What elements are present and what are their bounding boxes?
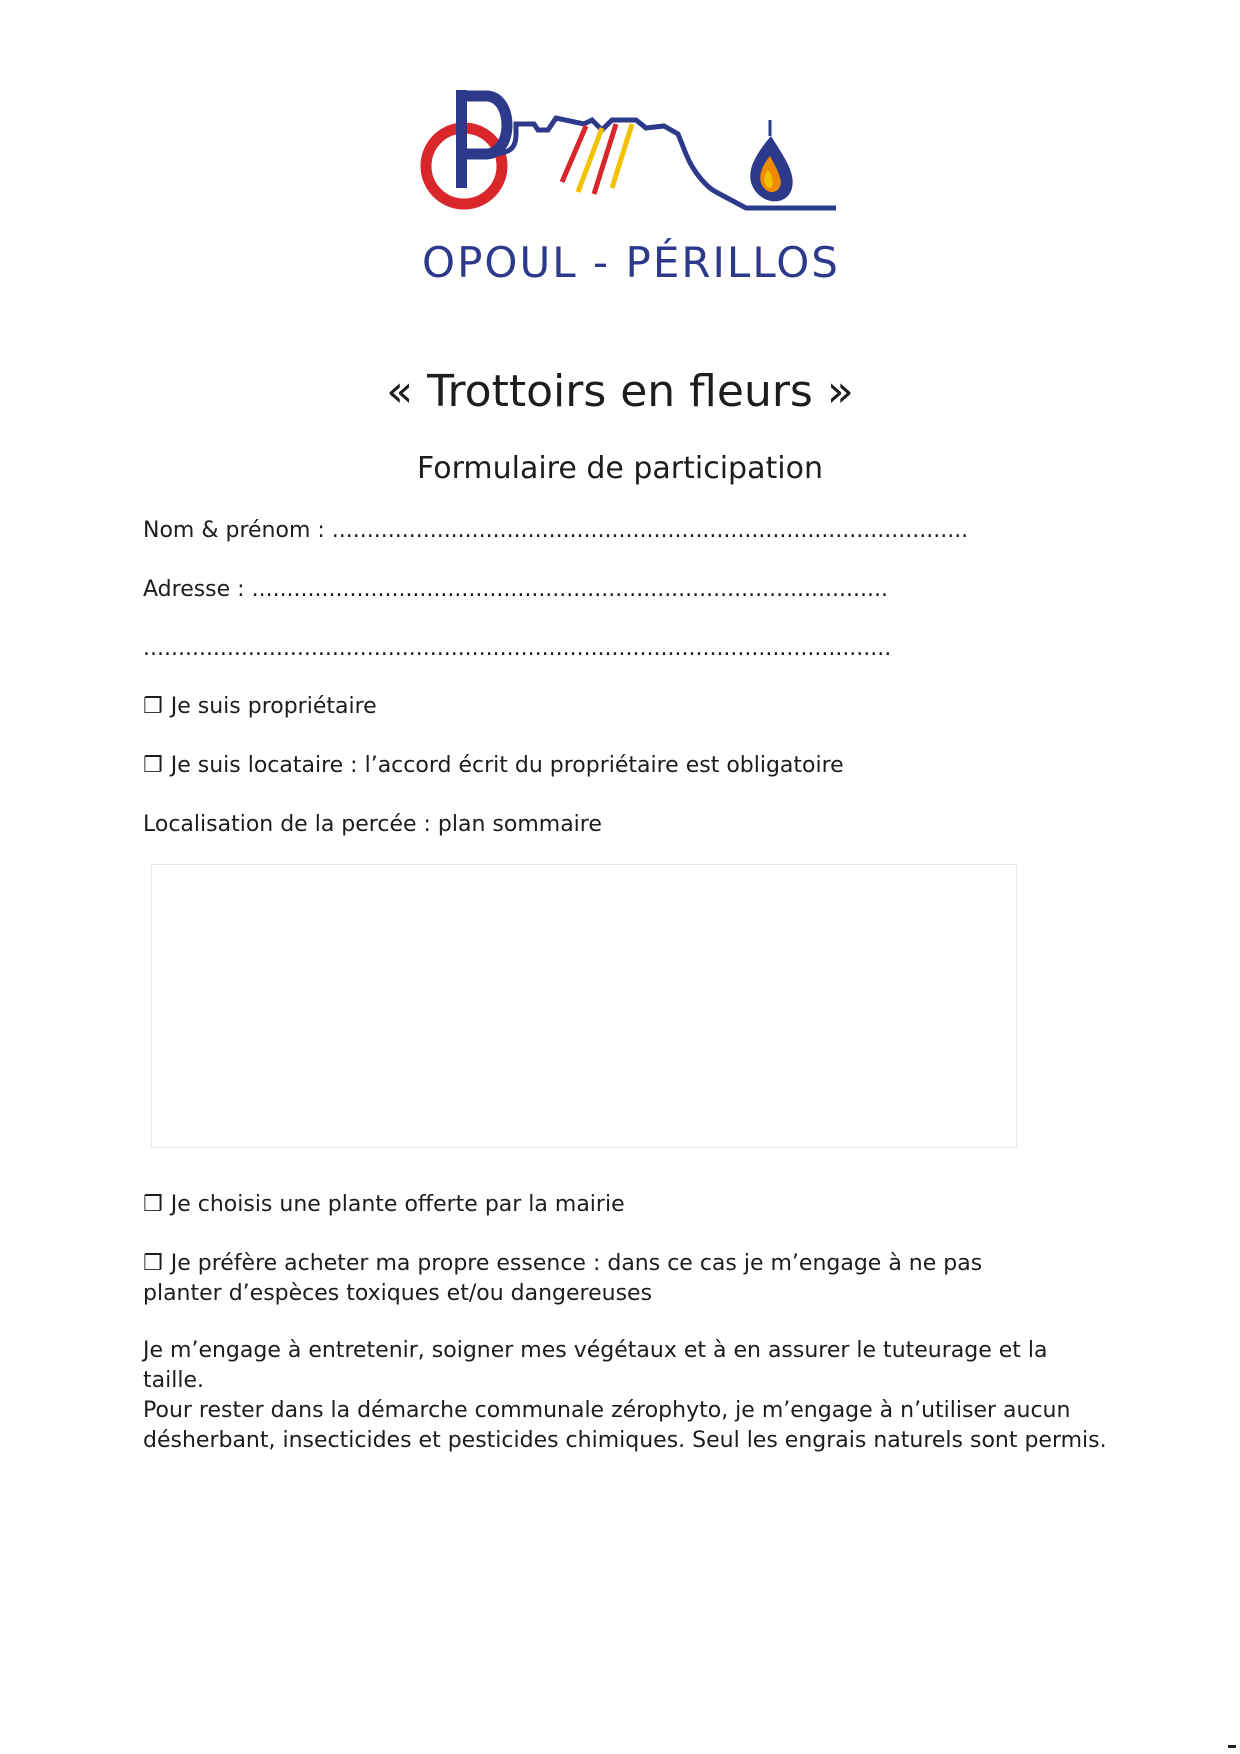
address-field-row	[143, 575, 888, 605]
checkbox-icon[interactable]: ❒	[143, 1251, 163, 1276]
address-field-label: Adresse :	[143, 577, 245, 602]
checkbox-icon[interactable]: ❒	[143, 694, 163, 719]
commitment-text-2: Pour rester dans la démarche communale zérophyto, je m’engage à n’utiliser aucun désherbant, insecticides et pesticides chimiques. Seul les engrais naturels sont permis.	[143, 1398, 1107, 1453]
owner-option[interactable]	[143, 692, 377, 722]
checkbox-icon[interactable]: ❒	[143, 753, 163, 778]
name-field-label: Nom & prénom :	[143, 518, 325, 543]
name-field-row	[143, 516, 968, 546]
scan-mark	[1228, 1745, 1236, 1748]
own-plant-option[interactable]	[143, 1249, 1108, 1309]
commitment-text-1: Je m’engage à entretenir, soigner mes végétaux et à en assurer le tuteurage et la taille.	[143, 1338, 1048, 1393]
plant-offered-label: Je choisis une plante offerte par la mairie	[170, 1192, 625, 1217]
tenant-option[interactable]	[143, 751, 844, 781]
name-field-dots[interactable]: ...........................................................................................	[331, 518, 969, 543]
own-plant-label-line1: Je préfère acheter ma propre essence : dans ce cas je m’engage à ne pas	[170, 1251, 983, 1276]
commitment-paragraph	[143, 1336, 1108, 1456]
location-plan-box[interactable]	[151, 864, 1017, 1148]
address-line2-row	[143, 634, 891, 664]
plant-offered-option[interactable]	[143, 1190, 625, 1220]
logo-town-name: OPOUL - PÉRILLOS	[422, 238, 840, 287]
owner-option-label: Je suis propriétaire	[170, 694, 377, 719]
own-plant-label-line2: planter d’espèces toxiques et/ou dangereuses	[143, 1281, 653, 1306]
municipal-logo	[416, 84, 846, 294]
address-field-dots[interactable]: ...........................................................................................	[251, 577, 888, 602]
address-line2-dots[interactable]: ...........................................................................................................	[143, 636, 892, 661]
location-label: Localisation de la percée : plan sommaire	[143, 812, 602, 837]
page-title: « Trottoirs en fleurs »	[386, 366, 854, 417]
logo-blue-p-stem	[456, 90, 467, 188]
form-subtitle: Formulaire de participation	[417, 451, 823, 486]
own-plant-line1-row	[143, 1249, 1108, 1279]
checkbox-icon[interactable]: ❒	[143, 1192, 163, 1217]
tenant-option-label: Je suis locataire : l’accord écrit du propriétaire est obligatoire	[170, 753, 844, 778]
